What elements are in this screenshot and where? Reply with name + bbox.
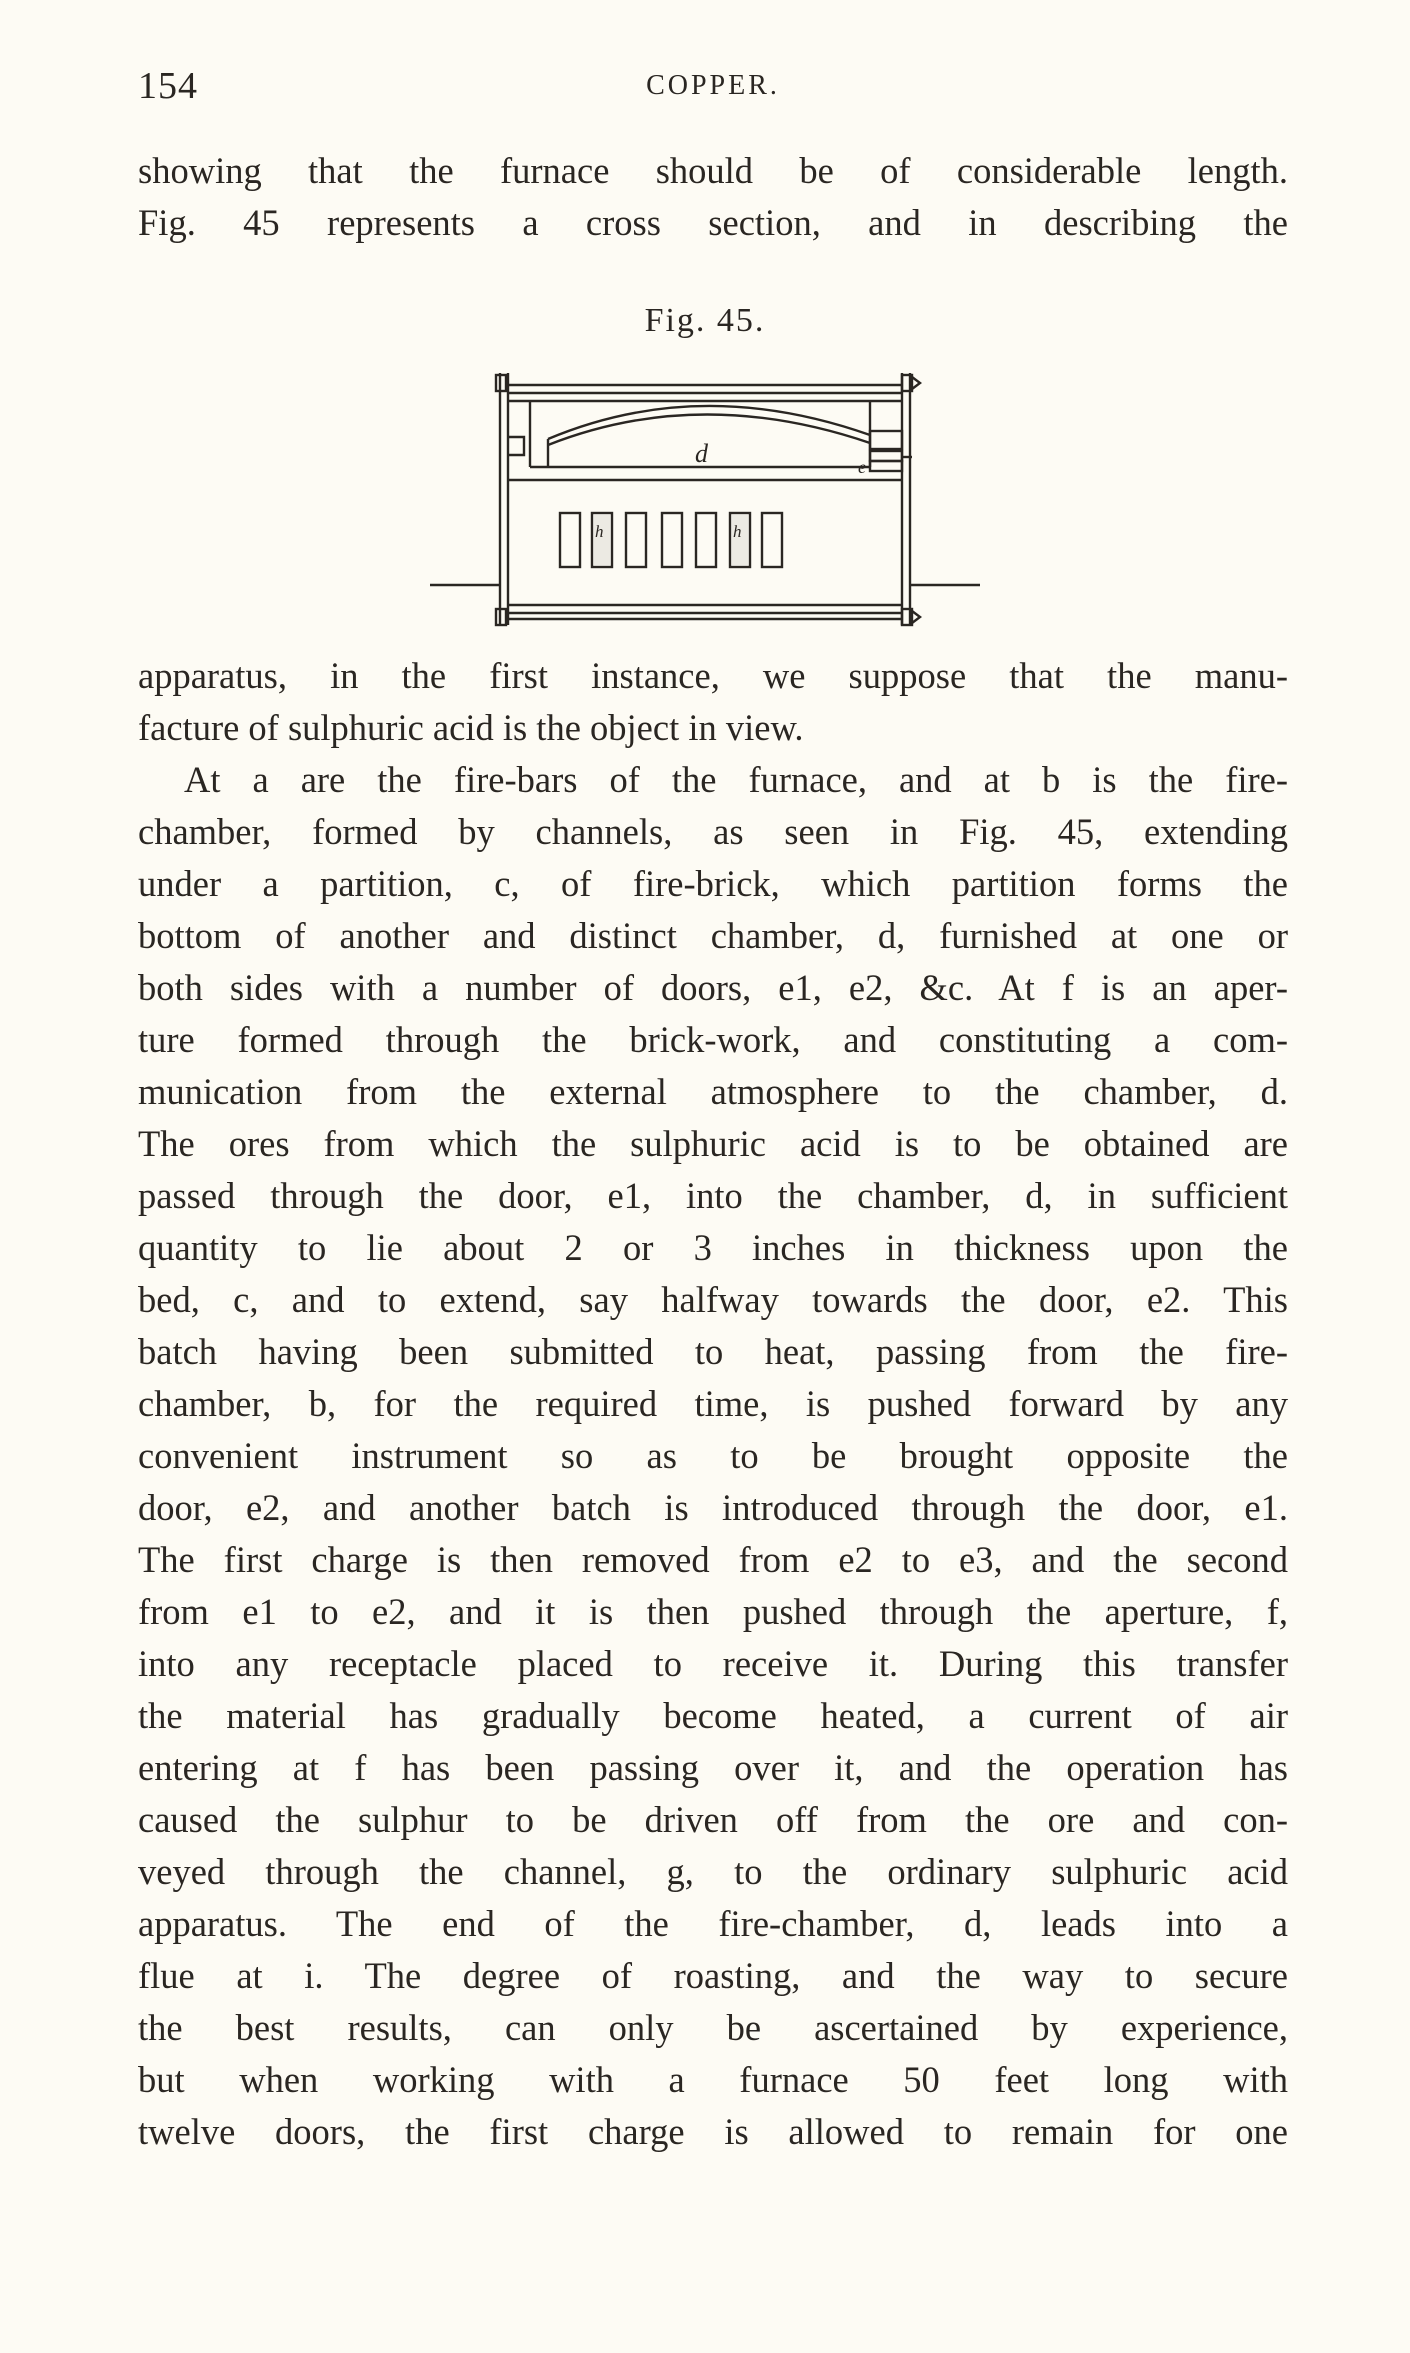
bolt-bottom-right — [912, 611, 920, 623]
text-line: under a partition, c, of fire-brick, which partition forms the — [138, 863, 1288, 904]
text-line: into any receptacle placed to receive it. During this transfer — [138, 1643, 1288, 1684]
right-port-upper — [870, 431, 902, 449]
text-line: but when working with a furnace 50 feet long with — [138, 2059, 1288, 2100]
chamber-d-arch-inner — [548, 414, 870, 445]
label-d: d — [695, 439, 708, 468]
text-line: The ores from which the sulphuric acid is to be obtained are — [138, 1123, 1288, 1164]
text-line: flue at i. The degree of roasting, and the way to secure — [138, 1955, 1288, 1996]
text-line: batch having been submitted to heat, passing from the fire- — [138, 1331, 1288, 1372]
text-line: apparatus, in the first instance, we suppose that the manu- — [138, 655, 1288, 696]
label-e: e — [858, 457, 866, 477]
paragraph-top — [138, 145, 1288, 249]
channel-7 — [762, 513, 782, 567]
text-line: At a are the fire-bars of the furnace, and at b is the fire- — [184, 759, 1288, 800]
left-bracket — [508, 437, 524, 455]
text-line: chamber, formed by channels, as seen in Fig. 45, extending — [138, 811, 1288, 852]
figure-caption: Fig. 45. — [644, 302, 766, 339]
text-line: both sides with a number of doors, e1, e2, &c. At f is an aper- — [138, 967, 1288, 1008]
running-head: COPPER. — [646, 70, 780, 101]
text-line: facture of sulphuric acid is the object in view. — [138, 707, 804, 748]
right-port-lower — [870, 461, 902, 471]
channel-3 — [626, 513, 646, 567]
channel-5 — [696, 513, 716, 567]
text-line: ture formed through the brick-work, and constituting a com- — [138, 1019, 1288, 1060]
text-line: passed through the door, e1, into the chamber, d, in sufficient — [138, 1175, 1288, 1216]
text-line: veyed through the channel, g, to the ordinary sulphuric acid — [138, 1851, 1288, 1892]
text-line: caused the sulphur to be driven off from the ore and con- — [138, 1799, 1288, 1840]
text-line: entering at f has been passing over it, and the operation has — [138, 1747, 1288, 1788]
text-line: door, e2, and another batch is introduced through the door, e1. — [138, 1487, 1288, 1528]
label-h-right: h — [733, 522, 742, 541]
text-line: munication from the external atmosphere to the chamber, d. — [138, 1071, 1288, 1112]
text-line: the material has gradually become heated, a current of air — [138, 1695, 1288, 1736]
channel-4 — [662, 513, 682, 567]
furnace-cross-section-drawing — [420, 355, 1020, 640]
text-line: quantity to lie about 2 or 3 inches in thickness upon the — [138, 1227, 1288, 1268]
text-line: The first charge is then removed from e2 to e3, and the second — [138, 1539, 1288, 1580]
text-line: chamber, b, for the required time, is pushed forward by any — [138, 1383, 1288, 1424]
text-line: bottom of another and distinct chamber, d, furnished at one or — [138, 915, 1288, 956]
text-line: apparatus. The end of the fire-chamber, d, leads into a — [138, 1903, 1288, 1944]
bolt-top-right — [912, 377, 920, 389]
text-line: convenient instrument so as to be brought opposite the — [138, 1435, 1288, 1476]
paragraph-body — [138, 650, 1288, 2158]
text-line: the best results, can only be ascertained by experience, — [138, 2007, 1288, 2048]
label-h-left: h — [595, 522, 604, 541]
text-line: from e1 to e2, and it is then pushed through the aperture, f, — [138, 1591, 1288, 1632]
page-header — [138, 64, 1288, 114]
chamber-d-arch-outer — [548, 406, 870, 439]
channel-1 — [560, 513, 580, 567]
page-number: 154 — [138, 65, 198, 107]
door-e — [870, 451, 902, 461]
text-line: twelve doors, the first charge is allowed to remain for one — [138, 2111, 1288, 2152]
figure-45-cross-section — [420, 355, 1020, 640]
text-line: showing that the furnace should be of considerable length. — [138, 150, 1288, 191]
text-line: Fig. 45 represents a cross section, and in describing the — [138, 202, 1288, 243]
text-line: bed, c, and to extend, say halfway towards the door, e2. This — [138, 1279, 1288, 1320]
